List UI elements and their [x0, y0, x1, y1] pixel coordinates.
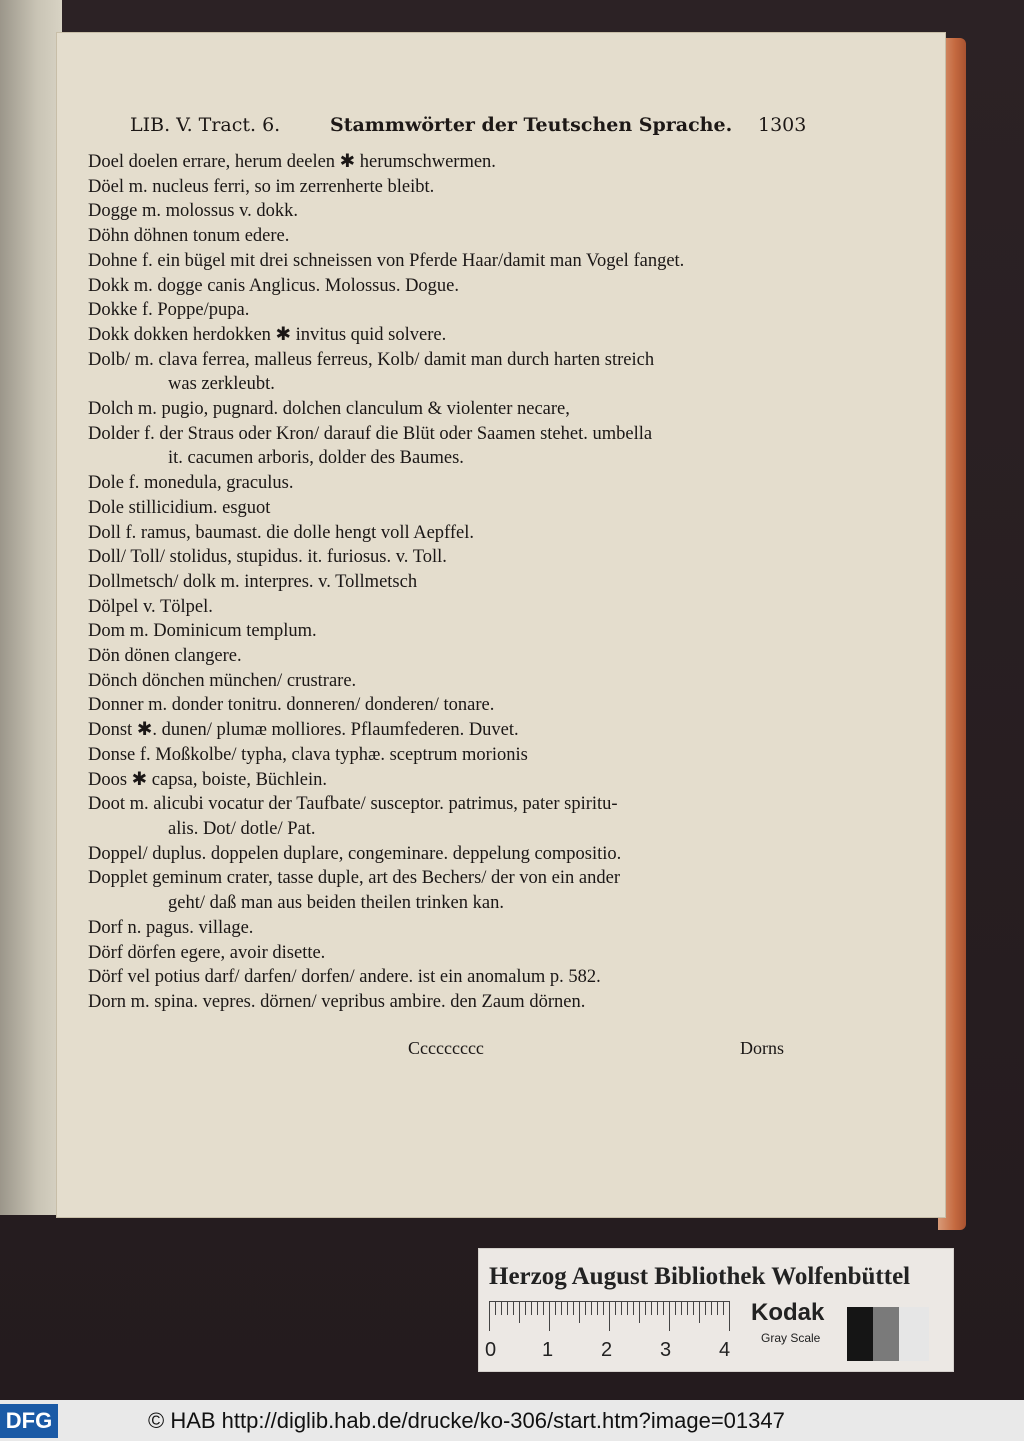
entry: Dom m. Dominicum templum. [88, 621, 317, 642]
ruler-tick [669, 1301, 670, 1331]
ruler-tick [531, 1301, 532, 1315]
ruler-tick [693, 1301, 694, 1315]
copyright-link[interactable]: © HAB http://diglib.hab.de/drucke/ko-306/start.htm?image=01347 [148, 1408, 785, 1433]
entry: Donse f. Moßkolbe/ typha, clava typhæ. sceptrum morionis [88, 744, 528, 765]
dfg-logo: DFG [0, 1404, 58, 1438]
entry: Dolder f. der Straus oder Kron/ darauf die Blüt oder Saamen stehet. umbella [88, 423, 653, 444]
ruler-tick [633, 1301, 634, 1315]
entry: Döel m. nucleus ferri, so im zerrenherte bleibt. [88, 176, 435, 197]
ruler-tick [555, 1301, 556, 1315]
entry-continuation: alis. Dot/ dotle/ Pat. [168, 818, 316, 839]
ruler-tick [657, 1301, 658, 1315]
ruler-number: 1 [542, 1339, 554, 1361]
ruler-tick [609, 1301, 610, 1331]
ruler-tick [567, 1301, 568, 1315]
library-name: Herzog August Bibliothek Wolfenbüttel [489, 1263, 911, 1290]
ruler-tick [729, 1301, 730, 1331]
facing-page-strip [0, 0, 62, 1215]
ruler-number: 3 [660, 1339, 672, 1361]
entry: Doll/ Toll/ stolidus, stupidus. it. furiosus. v. Toll. [88, 547, 447, 568]
ruler-tick [615, 1301, 616, 1315]
entry: Donst ✱. dunen/ plumæ molliores. Pflaumfederen. Duvet. [88, 720, 519, 741]
entry: Dollmetsch/ dolk m. interpres. v. Tollmetsch [88, 571, 418, 592]
entry: Dönch dönchen münchen/ crustrare. [88, 670, 357, 691]
running-title: Stammwörter der Teutschen Sprache. [330, 114, 733, 136]
entry: Dokke f. Poppe/pupa. [88, 300, 250, 321]
ruler-number: 0 [485, 1339, 497, 1361]
entry: Dole f. monedula, graculus. [88, 473, 294, 494]
ruler-number: 2 [601, 1339, 613, 1361]
running-header [130, 114, 807, 140]
entry-continuation: was zerkleubt. [168, 374, 275, 395]
book-section: LIB. V. Tract. 6. [130, 114, 281, 136]
gray-swatch-mid [873, 1307, 899, 1361]
ruler-tick [561, 1301, 562, 1315]
ruler-tick [525, 1301, 526, 1315]
entry: Doos ✱ capsa, boiste, Büchlein. [88, 769, 328, 790]
entry: Dön dönen clangere. [88, 646, 242, 667]
ruler-number: 4 [719, 1339, 731, 1361]
ruler-tick [621, 1301, 622, 1315]
ruler-tick [549, 1301, 550, 1331]
entry: Dokk m. dogge canis Anglicus. Molossus. Dogue. [88, 275, 460, 296]
ruler-tick [591, 1301, 592, 1315]
entry-continuation: it. cacumen arboris, dolder des Baumes. [168, 448, 464, 469]
ruler-tick [705, 1301, 706, 1315]
ruler-tick [579, 1301, 580, 1323]
ruler-tick [663, 1301, 664, 1315]
ruler-tick [507, 1301, 508, 1315]
ruler-tick [489, 1301, 490, 1331]
ruler-tick [537, 1301, 538, 1315]
ruler-tick [573, 1301, 574, 1315]
entry: Dogge m. molossus v. dokk. [88, 201, 299, 222]
entry: Doot m. alicubi vocatur der Taufbate/ susceptor. patrimus, pater spiritu- [88, 794, 618, 815]
scale-ruler [485, 1301, 739, 1367]
entry: Dörf dörfen egere, avoir disette. [88, 942, 326, 963]
ruler-tick [717, 1301, 718, 1315]
library-color-card [478, 1248, 954, 1372]
ruler-tick [585, 1301, 586, 1315]
entry: Dole stillicidium. esguot [88, 497, 271, 518]
ruler-tick [597, 1301, 598, 1315]
entry: Dokk dokken herdokken ✱ invitus quid solvere. [88, 324, 447, 345]
entry: Doel doelen errare, herum deelen ✱ herumschwermen. [88, 152, 496, 172]
entry: Dolb/ m. clava ferrea, malleus ferreus, Kolb/ damit man durch harten streich [88, 349, 655, 370]
ruler-tick [687, 1301, 688, 1315]
catchword: Dorns [740, 1038, 784, 1058]
ruler-tick [639, 1301, 640, 1323]
entry-continuation: geht/ daß man aus beiden theilen trinken kan. [168, 893, 504, 914]
entry: Doppel/ duplus. doppelen duplare, congeminare. deppelung compositio. [88, 843, 622, 864]
page-number: 1303 [758, 114, 807, 136]
dictionary-entries [88, 150, 800, 1015]
ruler-tick [681, 1301, 682, 1315]
ruler-tick [651, 1301, 652, 1315]
ruler-tick [603, 1301, 604, 1315]
ruler-tick [495, 1301, 496, 1315]
entry: Doll f. ramus, baumast. die dolle hengt voll Aepffel. [88, 522, 475, 543]
entry: Dolch m. pugio, pugnard. dolchen clanculum & violenter necare, [88, 399, 570, 420]
page-footer [130, 1038, 800, 1062]
ruler-tick [627, 1301, 628, 1315]
ruler-tick [675, 1301, 676, 1315]
ruler-tick [645, 1301, 646, 1315]
entry: Döhn döhnen tonum edere. [88, 226, 290, 247]
entry: Dorf n. pagus. village. [88, 917, 254, 938]
gray-scale-label: Gray Scale [761, 1331, 821, 1345]
entry: Dörf vel potius darf/ darfen/ dorfen/ andere. ist ein anomalum p. 582. [88, 967, 601, 988]
ruler-tick [699, 1301, 700, 1323]
ruler-tick [711, 1301, 712, 1315]
ruler-tick [723, 1301, 724, 1315]
ruler-tick [543, 1301, 544, 1315]
entry: Donner m. donder tonitru. donneren/ donderen/ tonare. [88, 695, 495, 716]
entry: Dölpel v. Tölpel. [88, 596, 213, 617]
gray-swatch-white [899, 1307, 929, 1361]
ruler-tick [513, 1301, 514, 1315]
entry: Dohne f. ein bügel mit drei schneissen von Pferde Haar/damit man Vogel fanget. [88, 250, 685, 271]
ruler-tick [519, 1301, 520, 1323]
entry: Dopplet geminum crater, tasse duple, art des Bechers/ der von ein ander [88, 868, 620, 889]
kodak-logo: Kodak [751, 1299, 825, 1326]
ruler-tick [501, 1301, 502, 1315]
gray-swatch-black [847, 1307, 873, 1361]
signature-mark: Ccccccccc [408, 1038, 484, 1058]
entry: Dorn m. spina. vepres. dörnen/ vepribus ambire. den Zaum dörnen. [88, 991, 586, 1012]
